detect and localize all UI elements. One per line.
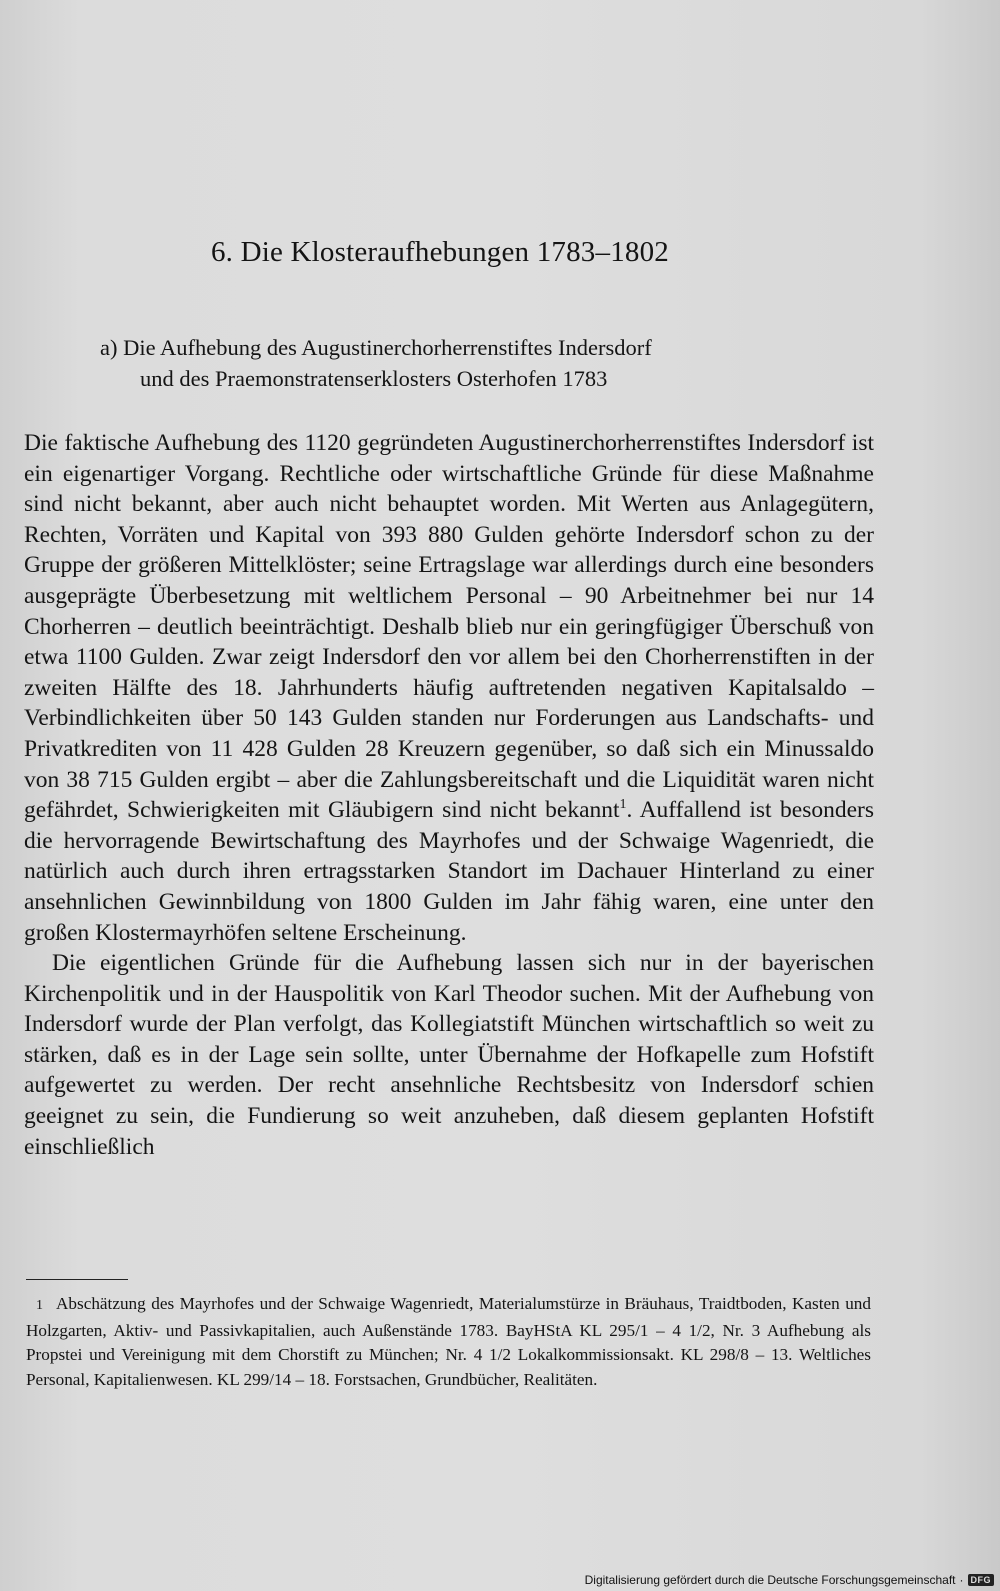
paragraph-1 — [24, 428, 874, 948]
section-title — [100, 332, 790, 394]
credit-text: Digitalisierung gefördert durch die Deutsche Forschungsgemeinschaft — [584, 1573, 956, 1587]
section-title-line-2: und des Praemonstratenserklosters Osterhofen 1783 — [140, 366, 608, 391]
footnote — [26, 1292, 871, 1392]
paragraph-1-text-a: Die faktische Aufhebung des 1120 gegründeten Augustinerchorherrenstiftes Indersdorf ist ein eigenartiger Vorgang. Rechtliche oder wirtschaftliche Gründe für diese Maßnahme sind nicht bekannt, aber auch nicht behauptet worden. Mit Werten aus Anlagegütern, Rechten, Vorräten und Kapital von 393 880 Gulden gehörte Indersdorf schon zu der Gruppe der größeren Mittelklöster; seine Ertragslage war allerdings durch eine besonders ausgeprägte Überbesetzung mit weltlichem Personal – 90 Arbeitnehmer bei nur 14 Chorherren – deutlich beeinträchtigt. Deshalb blieb nur ein geringfügiger Überschuß von etwa 1100 Gulden. Zwar zeigt Indersdorf den vor allem bei den Chorherrenstiften in der zweiten Hälfte des 18. Jahrhunderts häufig auftretenden negativen Kapitalsaldo – Verbindlichkeiten über 50 143 Gulden standen nur Forderungen aus Landschafts- und Privatkrediten von 11 428 Gulden 28 Kreuzern gegenüber, so daß sich ein Minussaldo von 38 715 Gulden ergibt – aber die Zahlungsbereitschaft und die Liquidität waren nicht gefährdet, Schwierigkeiten mit Gläubigern sind nicht bekannt — [24, 430, 874, 824]
footnote-number: 1 — [36, 1298, 43, 1313]
digitization-credit: Digitalisierung gefördert durch die Deutsche Forschungsgemeinschaft · DFG — [585, 1571, 994, 1589]
chapter-title: 6. Die Klosteraufhebungen 1783–1802 — [210, 236, 669, 268]
dfg-logo-icon: DFG — [968, 1574, 995, 1586]
footnote-text: Abschätzung des Mayrhofes und der Schwaige Wagenriedt, Materialumstürze in Bräuhaus, Traidtboden, Kasten und Holzgarten, Aktiv- und Passivkapitalien, auch Außenstände 1783. BayHStA KL 295/1 – 4 1/2, Nr. 3 Aufhebung als Propstei und Vereinigung mit dem Chorstift zu München; Nr. 4 1/2 Lokalkommissionsakt. KL 298/8 – 13. Weltliches Personal, Kapitalienwesen. KL 299/14 – 18. Forstsachen, Grundbücher, Realitäten. — [26, 1294, 871, 1389]
section-title-line-1: a) Die Aufhebung des Augustinerchorherrenstiftes Indersdorf — [100, 335, 652, 360]
paragraph-1-text-b: . Auffallend ist besonders die hervorragende Bewirtschaftung des Mayrhofes und der Schwaige Wagenriedt, die natürlich auch durch ihren ertragsstarken Standort im Dachauer Hinterland zu einer ansehnlichen Gewinnbildung von 1800 Gulden im Jahr fähig waren, eine unter den großen Klostermayrhöfen seltene Erscheinung. — [24, 797, 874, 946]
body-text — [24, 428, 874, 1162]
footnote-divider — [26, 1279, 128, 1280]
footnote-reference[interactable]: 1 — [619, 797, 627, 813]
paragraph-2: Die eigentlichen Gründe für die Aufhebung lassen sich nur in der bayerischen Kirchenpolitik und in der Hauspolitik von Karl Theodor suchen. Mit der Aufhebung von Indersdorf wurde der Plan verfolgt, das Kollegiatstift München wirtschaftlich so weit zu stärken, daß es in der Lage sein sollte, unter Übernahme der Hofkapelle zum Hofstift aufgewertet zu werden. Der recht ansehnliche Rechtsbesitz von Indersdorf schien geeignet zu sein, die Fundierung so weit anzuheben, daß diesem geplanten Hofstift einschließlich — [24, 950, 874, 1160]
